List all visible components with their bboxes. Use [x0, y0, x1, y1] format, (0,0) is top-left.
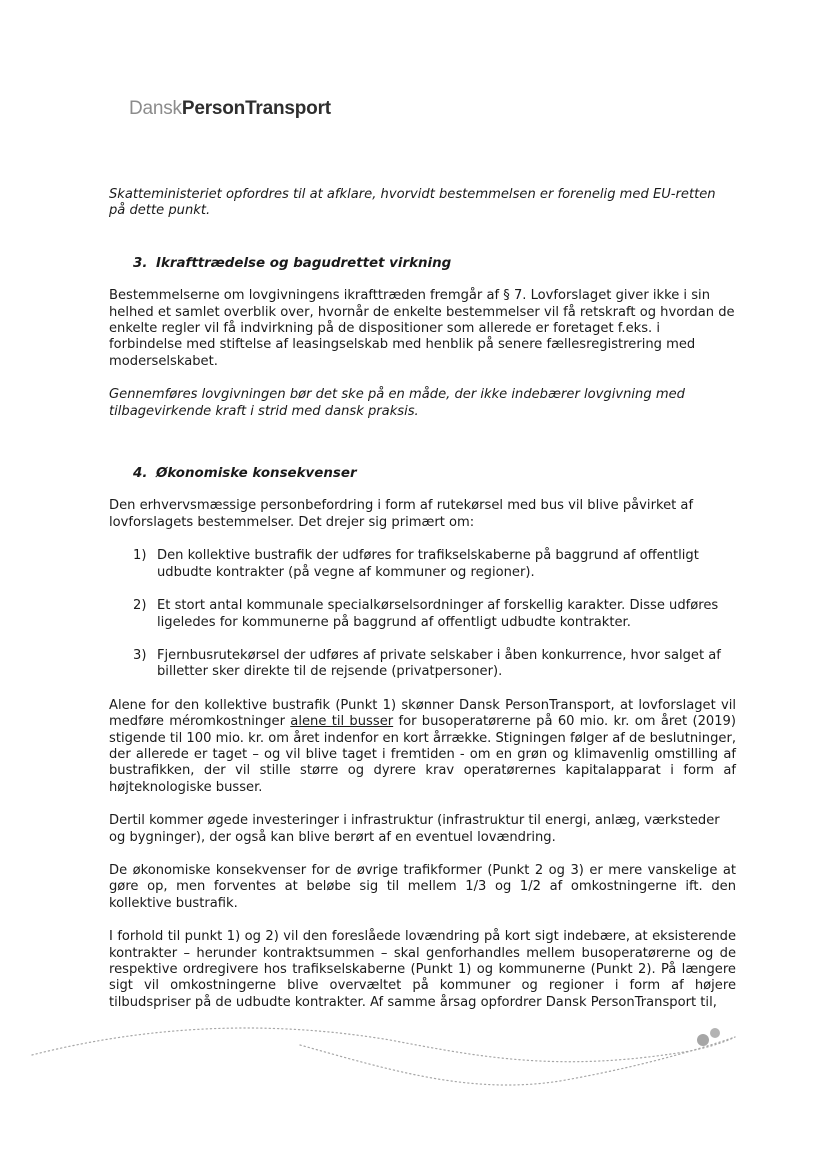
list-item-marker: 1) [133, 548, 147, 564]
section-3-number: 3. [133, 255, 148, 271]
section-4-title: Økonomiske konsekvenser [156, 466, 357, 482]
cost-text-after: for busoperatørerne på 60 mio. kr. om året (2019) stigende til 100 mio. kr. om året indenfor en kort årrække. Stigningen følger af de beslutninger, der allerede er taget – og vil blive taget i fremtiden - om en grøn og klimavenlig omstilling af bustrafikken, der vil stille større og dyrere krav operatørernes kapitalapparat i form af højteknologiske busser. [109, 714, 736, 795]
list-item [109, 548, 736, 581]
section-4-paragraph-infrastructure: Dertil kommer øgede investeringer i infrastruktur (infrastruktur til energi, anlæg, værksteder og bygninger), der også kan blive berørt af en eventuel lovændring. [109, 813, 720, 845]
logo-part-persontransport: PersonTransport [181, 98, 331, 119]
document-body [109, 187, 736, 1011]
section-3-title: Ikrafttrædelse og bagudrettet virkning [156, 255, 452, 271]
list-item-marker: 2) [133, 598, 147, 614]
dot-large-icon [697, 1034, 709, 1046]
section-3-paragraph-2: Gennemføres lovgivningen bør det ske på en måde, der ikke indebærer lovgivning med tilbagevirkende kraft i strid med dansk praksis. [109, 387, 685, 419]
section-3-paragraph-1: Bestemmelserne om lovgivningens ikrafttræden fremgår af § 7. Lovforslaget giver ikke i sin helhed et samlet overblik over, hvornår de enkelte bestemmelser vil få retskraft og hvordan de enkelte regler vil få indvirkning på de dispositioner som allerede er foretaget f.eks. i forbindelse med stiftelse af leasingselskab med henblik på senere fællesregistrering med moderselskabet. [109, 288, 735, 369]
section-4-number: 4. [133, 466, 148, 482]
impact-list [109, 548, 736, 680]
logo-part-dansk: Dansk [129, 98, 182, 119]
section-4-heading [109, 466, 736, 482]
list-item-marker: 3) [133, 647, 147, 663]
decorative-wave-footer [0, 1015, 828, 1105]
list-item-text: Den kollektive bustrafik der udføres for trafikselskaberne på baggrund af offentligt udbudte kontrakter (på vegne af kommuner og regioner). [157, 548, 699, 580]
section-4-intro: Den erhvervsmæssige personbefordring i form af rutekørsel med bus vil blive påvirket af lovforslagets bestemmelser. Det drejer sig primært om: [109, 498, 694, 530]
section-4-paragraph-cost-estimate [109, 698, 736, 796]
company-logo [129, 98, 331, 120]
dotted-wave-upper [32, 1028, 735, 1062]
dot-small-icon [710, 1028, 720, 1038]
section-4-paragraph-other-traffic: De økonomiske konsekvenser for de øvrige trafikformer (Punkt 2 og 3) er mere vanskelige at gøre op, men forventes at beløbe sig til mellem 1/3 og 1/2 af omkostningerne ift. den kollektive bustrafik. [109, 862, 736, 911]
cost-text-before: Alene for den kollektive bustrafik (Punkt 1) skønner Dansk PersonTransport, at lovforslaget vil medføre méromkostninger [109, 697, 736, 730]
list-item-text: Fjernbusrutekørsel der udføres af private selskaber i åben konkurrence, hvor salget af billetter sker direkte til de rejsende (privatpersoner). [157, 647, 721, 680]
list-item [109, 598, 736, 631]
intro-italic-paragraph: Skatteministeriet opfordres til at afklare, hvorvidt bestemmelsen er forenelig med EU-retten på dette punkt. [109, 187, 716, 219]
cost-text-underlined: alene til busser [290, 714, 394, 730]
section-3-heading [109, 256, 736, 272]
list-item [109, 648, 736, 681]
list-item-text: Et stort antal kommunale specialkørselsordninger af forskellig karakter. Disse udføres ligeledes for kommunerne på baggrund af offentligt udbudte kontrakter. [157, 598, 719, 630]
dotted-wave-lower [300, 1037, 735, 1085]
section-4-paragraph-contracts: I forhold til punkt 1) og 2) vil den foreslåede lovændring på kort sigt indebære, at eksisterende kontrakter – herunder kontraktsummen – skal genforhandles mellem busoperatørerne og de respektive ordregivere hos trafikselskaberne (Punkt 1) og kommunerne (Punkt 2). På længere sigt vil omkostningerne blive overvæltet på kommuner og regioner i form af højere tilbudspriser på de udbudte kontrakter. Af samme årsag opfordrer Dansk PersonTransport til, [109, 929, 736, 1010]
